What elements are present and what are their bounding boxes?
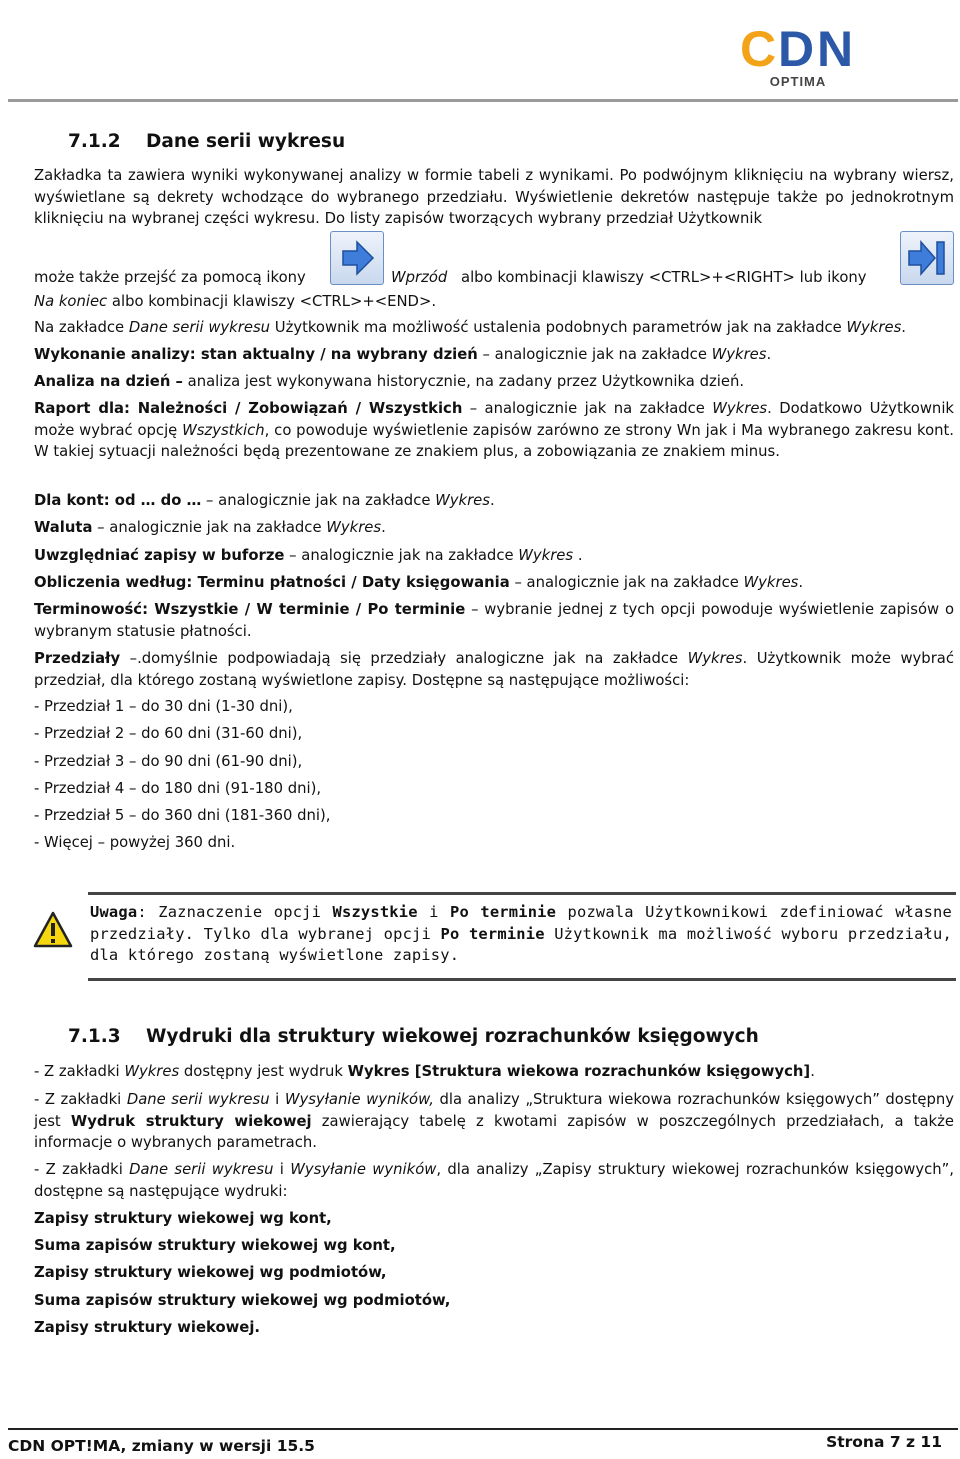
bold-text: Obliczenia według: Terminu płatności / Daty księgowania	[34, 574, 510, 591]
bold-text: Terminowość: Wszystkie / W terminie / Po terminie	[34, 601, 466, 618]
warning-rule-top	[88, 892, 956, 895]
italic-text: Na koniec	[34, 293, 108, 310]
list-item	[34, 805, 954, 827]
italic-text: Wykres	[124, 1063, 180, 1080]
report-item	[34, 1290, 954, 1312]
paragraph-analiza	[34, 371, 954, 393]
bold-text: Analiza na dzień –	[34, 373, 183, 390]
bold-text: Zapisy struktury wiekowej wg kont,	[34, 1210, 332, 1227]
list-item	[34, 696, 954, 718]
text-run: dla analizy „Struktura wiekowa rozrachunków księgowych” dostępny jest	[34, 1091, 955, 1130]
text-run: Użytkownik ma możliwość wyboru przedziału, dla którego zostaną wyświetlone zapisy.	[90, 924, 952, 964]
paragraph-wykonanie	[34, 344, 954, 366]
text-run: . Dodatkowo Użytkownik może wybrać opcję	[34, 400, 954, 439]
italic-text: Wykres	[518, 547, 574, 564]
text-run: .	[798, 574, 804, 591]
text-run: .	[381, 519, 386, 536]
section-heading-713	[68, 1026, 759, 1047]
text-run: Na zakładce	[34, 319, 129, 336]
italic-text: Wykres	[435, 492, 490, 509]
forward-icon[interactable]	[330, 231, 384, 285]
text-run: – analogicznie jak na zakładce	[462, 400, 713, 417]
last-icon[interactable]	[900, 231, 954, 285]
bold-text: Uwaga	[90, 903, 138, 921]
report-item	[34, 1208, 954, 1230]
intro-paragraph	[34, 165, 954, 230]
footer-rule	[8, 1428, 958, 1430]
text-run: - Przedział 5 – do 360 dni (181-360 dni),	[34, 807, 331, 824]
text-run: i	[273, 1161, 291, 1178]
list-item	[34, 723, 954, 745]
text-run: pozwala Użytkownikowi zdefiniować własne przedziały. Tylko dla wybranej opcji	[90, 903, 952, 943]
bold-text: Wszystkie	[332, 903, 418, 921]
italic-text: Wykres	[711, 346, 767, 363]
text-run: – analogicznie jak na zakładce	[201, 492, 436, 509]
text-run: i	[269, 1091, 285, 1108]
paragraph-przedzialy	[34, 648, 954, 691]
text-run: Zakładka ta zawiera wyniki wykonywanej analizy w formie tabeli z wynikami. Po podwójnym kliknięciu na wybrany wiersz, wyświetlane są dekrety wchodzące do wybranego przedziału. Wyświetlenie dekretów następuje także po jednokrotnym kliknięciu na wybranej części wykresu. Do listy zapisów tworzących wybrany przedział Użytkownik	[34, 167, 954, 227]
section-number: 7.1.2	[68, 131, 121, 152]
text-run: .	[573, 547, 583, 564]
bold-text: Raport dla: Należności / Zobowiązań / Wszystkich	[34, 400, 463, 417]
text-run: - Przedział 4 – do 180 dni (91-180 dni),	[34, 780, 322, 797]
logo-letter-n: N	[817, 21, 854, 77]
text-run: - Przedział 2 – do 60 dni (31-60 dni),	[34, 725, 303, 742]
text-run: Użytkownik ma możliwość ustalenia podobnych parametrów jak na zakładce	[270, 319, 847, 336]
footer-page-number: Strona 7 z 11	[826, 1433, 942, 1451]
report-item	[34, 1262, 954, 1284]
paragraph-dane-serii	[34, 317, 954, 339]
italic-text: Wykres	[712, 400, 768, 417]
report-item	[34, 1317, 954, 1339]
italic-text: Dane serii wykresu	[126, 1091, 270, 1108]
italic-text: Dane serii wykresu	[128, 319, 271, 336]
list-item	[34, 778, 954, 800]
text-run: .	[490, 492, 495, 509]
italic-text: Wykres	[743, 574, 799, 591]
footer-product-version: CDN OPT!MA, zmiany w wersji 15.5	[8, 1437, 315, 1455]
text-run: : Zaznaczenie opcji	[137, 903, 333, 921]
text-run: zawierający tabelę z kwotami zapisów w poszczególnych przedziałach, a także informacje o wybranych parametrach.	[34, 1112, 954, 1151]
text-run: , co powoduje wyświetlenie zapisów zarówno ze strony Wn jak i Ma wybranego zakresu kont. W takiej sytuacji należności będą prezentowane ze znakiem plus, a zobowiązania ze znakiem minus.	[34, 421, 955, 460]
italic-text: Wykres	[326, 519, 382, 536]
report-item	[34, 1235, 954, 1257]
bold-text: Wykres [Struktura wiekowa rozrachunków księgowych]	[347, 1063, 811, 1080]
paragraph-terminowosc	[34, 599, 954, 642]
text-run: - Przedział 1 – do 30 dni (1-30 dni),	[34, 698, 293, 715]
text-run: - Z zakładki	[34, 1063, 125, 1080]
text-run: i	[417, 903, 451, 921]
bold-text: Wykonanie analizy: stan aktualny / na wybrany dzień	[34, 346, 478, 363]
icon-line-text-3: albo kombinacji klawiszy <CTRL>+<RIGHT> lub ikony	[461, 269, 867, 286]
warning-icon	[33, 910, 73, 950]
text-run: .	[766, 346, 772, 363]
paragraph-wydruk-struktury	[34, 1089, 954, 1154]
bold-text: Waluta	[34, 519, 93, 536]
bold-text: Wydruk struktury wiekowej	[70, 1112, 312, 1130]
bold-text: Dla kont: od … do …	[34, 492, 202, 509]
list-item	[34, 751, 954, 773]
icon-line-text-2: Wprzód	[391, 269, 448, 286]
icon-line-text-1: może także przejść za pomocą ikony	[34, 269, 306, 286]
italic-text: Wysyłanie wyników	[290, 1161, 437, 1178]
text-run: – analogicznie jak na zakładce	[509, 574, 744, 591]
text-run: - Więcej – powyżej 360 dni.	[34, 834, 236, 851]
bold-text: Po terminie	[450, 903, 557, 921]
italic-text: Wszystkich	[182, 421, 265, 439]
text-run: - Z zakładki	[34, 1161, 130, 1178]
bold-text: Uwzględniać zapisy w buforze	[34, 547, 285, 564]
section-title: Wydruki dla struktury wiekowej rozrachunków księgowych	[146, 1026, 759, 1047]
text-run: , dla analizy „Zapisy struktury wiekowej rozrachunków księgowych”, dostępne są następujące wydruki:	[34, 1161, 954, 1200]
header-rule	[8, 99, 958, 102]
text-run: – wybranie jednej z tych opcji powoduje wyświetlenie zapisów o wybranym statusie płatności.	[34, 601, 954, 640]
logo-subtitle: OPTIMA	[769, 74, 827, 89]
bold-text: Suma zapisów struktury wiekowej wg kont,	[34, 1237, 396, 1254]
paragraph-dla-kont	[34, 490, 954, 512]
logo-letter-d: D	[778, 21, 815, 77]
text-run: - Z zakładki	[34, 1091, 127, 1108]
section-number: 7.1.3	[68, 1026, 121, 1047]
text-run: dostępny jest wydruk	[179, 1063, 348, 1080]
cdn-optima-logo	[740, 18, 860, 90]
text-run: .	[810, 1063, 815, 1080]
italic-text: Wysyłanie wyników,	[284, 1091, 434, 1108]
italic-text: Dane serii wykresu	[129, 1161, 274, 1178]
paragraph-bufor	[34, 545, 954, 567]
paragraph-raport	[34, 398, 954, 463]
text-run: .	[901, 319, 906, 336]
paragraph-wydruk-wykres	[34, 1061, 954, 1083]
section-heading-712	[68, 131, 345, 152]
logo-letter-c: C	[740, 21, 777, 77]
italic-text: Wykres	[846, 319, 902, 336]
text-run: albo kombinacji klawiszy <CTRL>+<END>.	[107, 293, 437, 310]
paragraph-waluta	[34, 517, 954, 539]
icon-line	[34, 231, 958, 287]
bold-text: Zapisy struktury wiekowej wg podmiotów,	[34, 1264, 387, 1281]
bold-text: Zapisy struktury wiekowej.	[34, 1319, 261, 1336]
bold-text: Przedziały	[34, 650, 121, 667]
text-run: – analogicznie jak na zakładce	[284, 547, 519, 564]
paragraph-wydruk-zapisy	[34, 1159, 954, 1202]
list-item	[34, 832, 954, 854]
text-run: –.domyślnie podpowiadają się przedziały analogiczne jak na zakładce	[120, 650, 688, 667]
text-run: - Przedział 3 – do 90 dni (61-90 dni),	[34, 753, 303, 770]
warning-rule-bottom	[88, 978, 956, 981]
section-title: Dane serii wykresu	[146, 131, 346, 152]
icon-line-continued	[34, 291, 954, 313]
text-run: – analogicznie jak na zakładce	[92, 519, 327, 536]
bold-text: Suma zapisów struktury wiekowej wg podmiotów,	[34, 1292, 451, 1309]
paragraph-obliczenia	[34, 572, 954, 594]
bold-text: Po terminie	[440, 924, 545, 943]
italic-text: Wykres	[687, 650, 743, 667]
text-run: . Użytkownik może wybrać przedział, dla którego zostaną wyświetlone zapisy. Dostępne są następujące możliwości:	[34, 650, 954, 689]
warning-note	[90, 902, 952, 967]
text-run: – analogicznie jak na zakładce	[477, 346, 712, 363]
text-run: analiza jest wykonywana historycznie, na zadany przez Użytkownika dzień.	[182, 373, 745, 390]
